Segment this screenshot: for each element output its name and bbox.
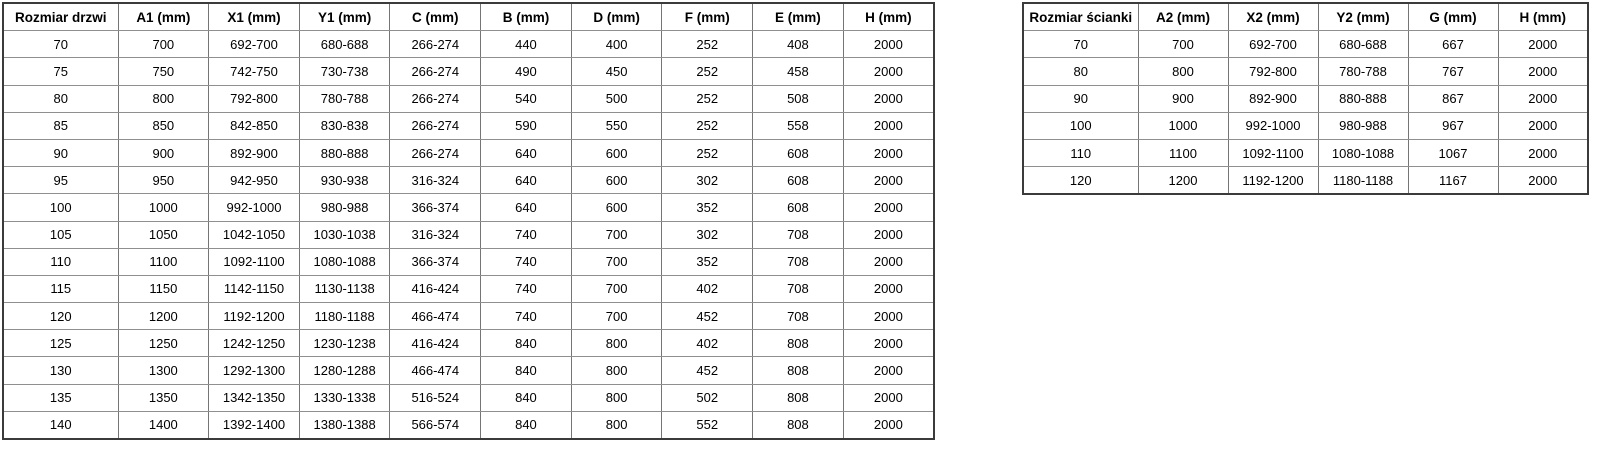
table-cell: 516-524 xyxy=(390,384,481,411)
table-cell: 266-274 xyxy=(390,31,481,58)
column-header: Y1 (mm) xyxy=(299,3,390,31)
table-row xyxy=(3,411,934,439)
table-row xyxy=(3,58,934,85)
table-cell: 130 xyxy=(3,357,118,384)
table-cell: 95 xyxy=(3,167,118,194)
table-cell: 1192-1200 xyxy=(1228,167,1318,195)
table-cell: 892-900 xyxy=(1228,85,1318,112)
table-cell: 840 xyxy=(481,330,572,357)
table-cell: 700 xyxy=(571,275,662,302)
table-cell: 2000 xyxy=(843,221,934,248)
column-header: E (mm) xyxy=(753,3,844,31)
table-cell: 992-1000 xyxy=(209,194,300,221)
table-cell: 252 xyxy=(662,31,753,58)
table-cell: 1200 xyxy=(1138,167,1228,195)
table-cell: 508 xyxy=(753,85,844,112)
table-row xyxy=(1023,112,1588,139)
table-cell: 608 xyxy=(753,139,844,166)
table-cell: 1180-1188 xyxy=(299,303,390,330)
column-header: X1 (mm) xyxy=(209,3,300,31)
table-row xyxy=(1023,31,1588,58)
column-header: A1 (mm) xyxy=(118,3,209,31)
column-header: D (mm) xyxy=(571,3,662,31)
table-row xyxy=(3,139,934,166)
table-cell: 2000 xyxy=(843,85,934,112)
table-cell: 950 xyxy=(118,167,209,194)
table-cell: 980-988 xyxy=(299,194,390,221)
table-cell: 750 xyxy=(118,58,209,85)
table-row xyxy=(3,85,934,112)
table-cell: 90 xyxy=(3,139,118,166)
table-cell: 680-688 xyxy=(299,31,390,58)
table-row xyxy=(3,31,934,58)
table-cell: 1050 xyxy=(118,221,209,248)
table-cell: 252 xyxy=(662,139,753,166)
table-cell: 842-850 xyxy=(209,112,300,139)
table-cell: 80 xyxy=(3,85,118,112)
table-cell: 2000 xyxy=(843,411,934,439)
table-row xyxy=(3,167,934,194)
table-cell: 692-700 xyxy=(1228,31,1318,58)
table-row xyxy=(1023,85,1588,112)
table-cell: 740 xyxy=(481,248,572,275)
table-cell: 840 xyxy=(481,384,572,411)
table-cell: 767 xyxy=(1408,58,1498,85)
table-cell: 600 xyxy=(571,167,662,194)
table-cell: 1100 xyxy=(1138,139,1228,166)
table-cell: 416-424 xyxy=(390,330,481,357)
table-cell: 808 xyxy=(753,330,844,357)
table-cell: 1192-1200 xyxy=(209,303,300,330)
table-cell: 120 xyxy=(1023,167,1138,195)
table-cell: 352 xyxy=(662,248,753,275)
table-cell: 1280-1288 xyxy=(299,357,390,384)
table-row xyxy=(3,384,934,411)
column-header: X2 (mm) xyxy=(1228,3,1318,31)
table-cell: 708 xyxy=(753,221,844,248)
table-cell: 490 xyxy=(481,58,572,85)
table-cell: 2000 xyxy=(843,384,934,411)
table-cell: 1150 xyxy=(118,275,209,302)
table-cell: 808 xyxy=(753,411,844,439)
table-cell: 640 xyxy=(481,167,572,194)
table-cell: 840 xyxy=(481,411,572,439)
header-row xyxy=(3,3,934,31)
table-cell: 352 xyxy=(662,194,753,221)
table-cell: 502 xyxy=(662,384,753,411)
table-cell: 930-938 xyxy=(299,167,390,194)
column-header: G (mm) xyxy=(1408,3,1498,31)
table-cell: 2000 xyxy=(843,330,934,357)
column-header: Rozmiar ścianki xyxy=(1023,3,1138,31)
table-row xyxy=(3,194,934,221)
table-cell: 440 xyxy=(481,31,572,58)
table-cell: 700 xyxy=(571,303,662,330)
column-header: H (mm) xyxy=(1498,3,1588,31)
table-cell: 608 xyxy=(753,167,844,194)
column-header: H (mm) xyxy=(843,3,934,31)
table-cell: 892-900 xyxy=(209,139,300,166)
table-cell: 867 xyxy=(1408,85,1498,112)
table-cell: 880-888 xyxy=(299,139,390,166)
table-cell: 266-274 xyxy=(390,112,481,139)
table-cell: 2000 xyxy=(843,357,934,384)
table-cell: 466-474 xyxy=(390,303,481,330)
table-cell: 302 xyxy=(662,167,753,194)
table-cell: 540 xyxy=(481,85,572,112)
table-cell: 808 xyxy=(753,384,844,411)
table-cell: 680-688 xyxy=(1318,31,1408,58)
table-cell: 2000 xyxy=(843,167,934,194)
table-cell: 408 xyxy=(753,31,844,58)
table-cell: 100 xyxy=(3,194,118,221)
wall-sizes-table xyxy=(1022,2,1589,195)
table-cell: 2000 xyxy=(1498,167,1588,195)
table-row xyxy=(3,303,934,330)
table-cell: 1250 xyxy=(118,330,209,357)
table-cell: 1380-1388 xyxy=(299,411,390,439)
table-cell: 780-788 xyxy=(299,85,390,112)
table-cell: 252 xyxy=(662,112,753,139)
table-cell: 1300 xyxy=(118,357,209,384)
table-cell: 550 xyxy=(571,112,662,139)
table-cell: 90 xyxy=(1023,85,1138,112)
table-cell: 1392-1400 xyxy=(209,411,300,439)
table-cell: 1100 xyxy=(118,248,209,275)
table-cell: 2000 xyxy=(1498,58,1588,85)
table-cell: 700 xyxy=(1138,31,1228,58)
table-cell: 2000 xyxy=(843,31,934,58)
table-cell: 900 xyxy=(118,139,209,166)
table-cell: 1342-1350 xyxy=(209,384,300,411)
table-row xyxy=(3,275,934,302)
table-cell: 266-274 xyxy=(390,85,481,112)
table-cell: 125 xyxy=(3,330,118,357)
table-cell: 830-838 xyxy=(299,112,390,139)
table-cell: 2000 xyxy=(1498,31,1588,58)
table-cell: 316-324 xyxy=(390,167,481,194)
table-cell: 558 xyxy=(753,112,844,139)
table-row xyxy=(3,112,934,139)
table-cell: 1030-1038 xyxy=(299,221,390,248)
table-cell: 800 xyxy=(1138,58,1228,85)
table-cell: 980-988 xyxy=(1318,112,1408,139)
table-cell: 2000 xyxy=(1498,85,1588,112)
column-header: B (mm) xyxy=(481,3,572,31)
table-cell: 780-788 xyxy=(1318,58,1408,85)
table-cell: 2000 xyxy=(843,303,934,330)
table-cell: 252 xyxy=(662,85,753,112)
table-cell: 840 xyxy=(481,357,572,384)
table-cell: 1080-1088 xyxy=(1318,139,1408,166)
table-cell: 115 xyxy=(3,275,118,302)
table-cell: 800 xyxy=(571,411,662,439)
table-cell: 1067 xyxy=(1408,139,1498,166)
header-row xyxy=(1023,3,1588,31)
table-cell: 700 xyxy=(571,248,662,275)
column-header: C (mm) xyxy=(390,3,481,31)
table-cell: 266-274 xyxy=(390,58,481,85)
table-cell: 1180-1188 xyxy=(1318,167,1408,195)
table-cell: 730-738 xyxy=(299,58,390,85)
table-cell: 992-1000 xyxy=(1228,112,1318,139)
table-cell: 700 xyxy=(118,31,209,58)
table-cell: 1167 xyxy=(1408,167,1498,195)
table-cell: 1330-1338 xyxy=(299,384,390,411)
table-cell: 85 xyxy=(3,112,118,139)
table-row xyxy=(3,221,934,248)
table-cell: 70 xyxy=(3,31,118,58)
table-cell: 75 xyxy=(3,58,118,85)
table-cell: 692-700 xyxy=(209,31,300,58)
table-cell: 402 xyxy=(662,330,753,357)
table-cell: 302 xyxy=(662,221,753,248)
table-cell: 2000 xyxy=(843,194,934,221)
table-cell: 608 xyxy=(753,194,844,221)
table-cell: 458 xyxy=(753,58,844,85)
table-cell: 2000 xyxy=(843,248,934,275)
table-cell: 1350 xyxy=(118,384,209,411)
table-cell: 1092-1100 xyxy=(209,248,300,275)
table-cell: 366-374 xyxy=(390,248,481,275)
table-cell: 708 xyxy=(753,303,844,330)
table-cell: 942-950 xyxy=(209,167,300,194)
table-cell: 742-750 xyxy=(209,58,300,85)
column-header: Rozmiar drzwi xyxy=(3,3,118,31)
table-cell: 740 xyxy=(481,303,572,330)
table-cell: 120 xyxy=(3,303,118,330)
table-cell: 600 xyxy=(571,194,662,221)
column-header: F (mm) xyxy=(662,3,753,31)
table-row xyxy=(3,248,934,275)
column-header: A2 (mm) xyxy=(1138,3,1228,31)
table-cell: 708 xyxy=(753,275,844,302)
table-cell: 452 xyxy=(662,357,753,384)
table-cell: 1080-1088 xyxy=(299,248,390,275)
table-cell: 2000 xyxy=(1498,139,1588,166)
table-cell: 566-574 xyxy=(390,411,481,439)
table-cell: 792-800 xyxy=(209,85,300,112)
door-sizes-table xyxy=(2,2,935,440)
table-cell: 1000 xyxy=(1138,112,1228,139)
table-cell: 135 xyxy=(3,384,118,411)
table-cell: 800 xyxy=(118,85,209,112)
table-cell: 900 xyxy=(1138,85,1228,112)
table-cell: 366-374 xyxy=(390,194,481,221)
table-cell: 552 xyxy=(662,411,753,439)
table-cell: 266-274 xyxy=(390,139,481,166)
table-cell: 667 xyxy=(1408,31,1498,58)
table-cell: 1130-1138 xyxy=(299,275,390,302)
table-cell: 708 xyxy=(753,248,844,275)
table-cell: 316-324 xyxy=(390,221,481,248)
table-cell: 800 xyxy=(571,330,662,357)
table-cell: 450 xyxy=(571,58,662,85)
table-cell: 1042-1050 xyxy=(209,221,300,248)
table-cell: 1230-1238 xyxy=(299,330,390,357)
table-cell: 1200 xyxy=(118,303,209,330)
table-cell: 800 xyxy=(571,384,662,411)
table-cell: 590 xyxy=(481,112,572,139)
table-row xyxy=(1023,58,1588,85)
table-cell: 2000 xyxy=(843,112,934,139)
table-cell: 1142-1150 xyxy=(209,275,300,302)
table-cell: 252 xyxy=(662,58,753,85)
table-cell: 500 xyxy=(571,85,662,112)
table-cell: 110 xyxy=(1023,139,1138,166)
table-cell: 402 xyxy=(662,275,753,302)
table-cell: 808 xyxy=(753,357,844,384)
table-cell: 1000 xyxy=(118,194,209,221)
table-cell: 2000 xyxy=(1498,112,1588,139)
table-cell: 640 xyxy=(481,139,572,166)
column-header: Y2 (mm) xyxy=(1318,3,1408,31)
table-cell: 2000 xyxy=(843,139,934,166)
table-cell: 967 xyxy=(1408,112,1498,139)
table-cell: 1292-1300 xyxy=(209,357,300,384)
table-cell: 2000 xyxy=(843,58,934,85)
table-cell: 850 xyxy=(118,112,209,139)
table-row xyxy=(1023,139,1588,166)
table-cell: 100 xyxy=(1023,112,1138,139)
table-cell: 1242-1250 xyxy=(209,330,300,357)
table-cell: 800 xyxy=(571,357,662,384)
table-cell: 2000 xyxy=(843,275,934,302)
table-cell: 110 xyxy=(3,248,118,275)
table-cell: 880-888 xyxy=(1318,85,1408,112)
table-cell: 1400 xyxy=(118,411,209,439)
table-cell: 740 xyxy=(481,221,572,248)
table-cell: 400 xyxy=(571,31,662,58)
table-cell: 70 xyxy=(1023,31,1138,58)
table-cell: 700 xyxy=(571,221,662,248)
table-cell: 740 xyxy=(481,275,572,302)
table-cell: 105 xyxy=(3,221,118,248)
table-cell: 452 xyxy=(662,303,753,330)
table-cell: 140 xyxy=(3,411,118,439)
table-cell: 640 xyxy=(481,194,572,221)
table-row xyxy=(1023,167,1588,195)
table-cell: 792-800 xyxy=(1228,58,1318,85)
table-cell: 80 xyxy=(1023,58,1138,85)
table-cell: 600 xyxy=(571,139,662,166)
table-cell: 416-424 xyxy=(390,275,481,302)
table-cell: 466-474 xyxy=(390,357,481,384)
table-row xyxy=(3,330,934,357)
table-row xyxy=(3,357,934,384)
table-cell: 1092-1100 xyxy=(1228,139,1318,166)
